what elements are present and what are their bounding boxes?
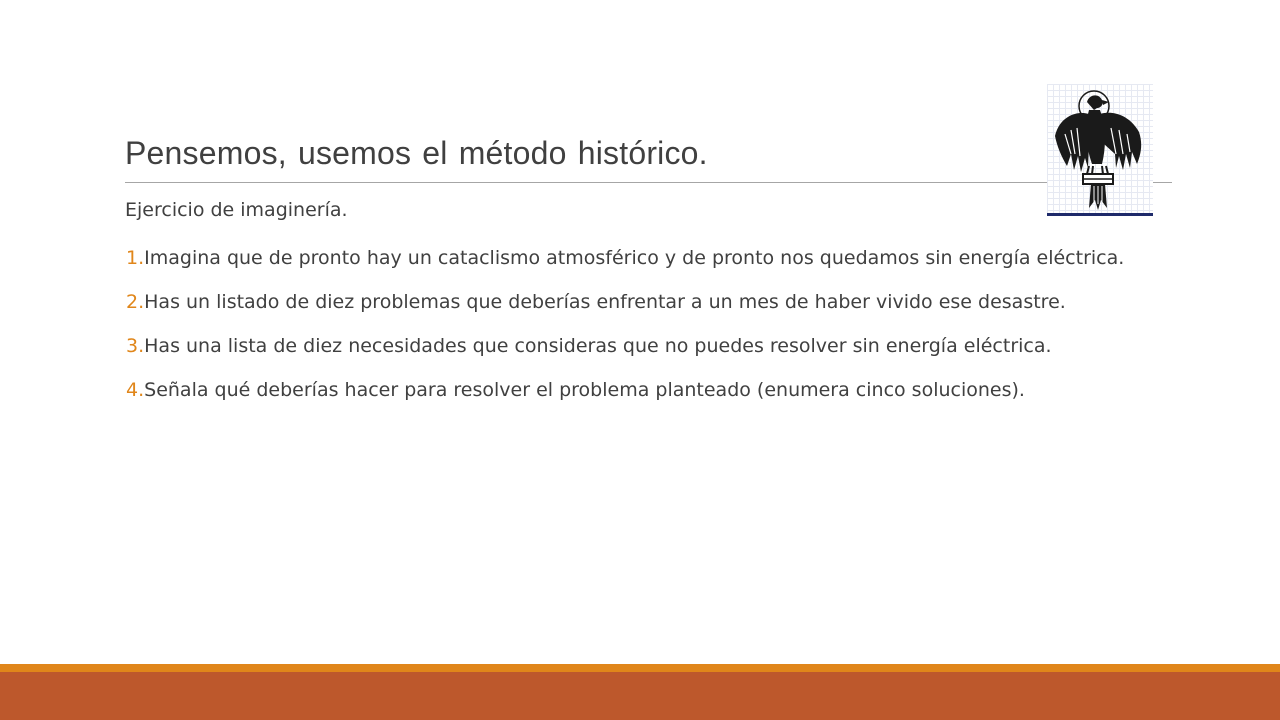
list-item-number: 3.	[126, 335, 145, 357]
footer-bar	[0, 672, 1280, 720]
slide-title: Pensemos, usemos el método histórico.	[125, 135, 708, 171]
title-divider	[125, 182, 1172, 183]
exercise-subtitle: Ejercicio de imaginería.	[125, 199, 348, 221]
list-item	[115, 374, 1165, 406]
eagle-emblem-icon	[1047, 84, 1153, 216]
list-item-text: Señala qué deberías hacer para resolver el problema planteado (enumera cinco soluciones).	[144, 379, 1025, 401]
footer-accent-bar	[0, 664, 1280, 672]
list-item	[115, 286, 1165, 318]
list-item-number: 2.	[126, 291, 145, 313]
list-item-number: 4.	[126, 379, 145, 401]
list-item	[115, 330, 1165, 362]
list-item-text: Imagina que de pronto hay un cataclismo atmosférico y de pronto nos quedamos sin energía eléctrica.	[144, 247, 1125, 269]
list-item-number: 1.	[126, 247, 145, 269]
list-item-text: Has un listado de diez problemas que deberías enfrentar a un mes de haber vivido ese desastre.	[144, 291, 1066, 313]
instruction-list	[115, 242, 1165, 418]
list-item-text: Has una lista de diez necesidades que consideras que no puedes resolver sin energía eléctrica.	[144, 335, 1052, 357]
list-item	[115, 242, 1165, 274]
